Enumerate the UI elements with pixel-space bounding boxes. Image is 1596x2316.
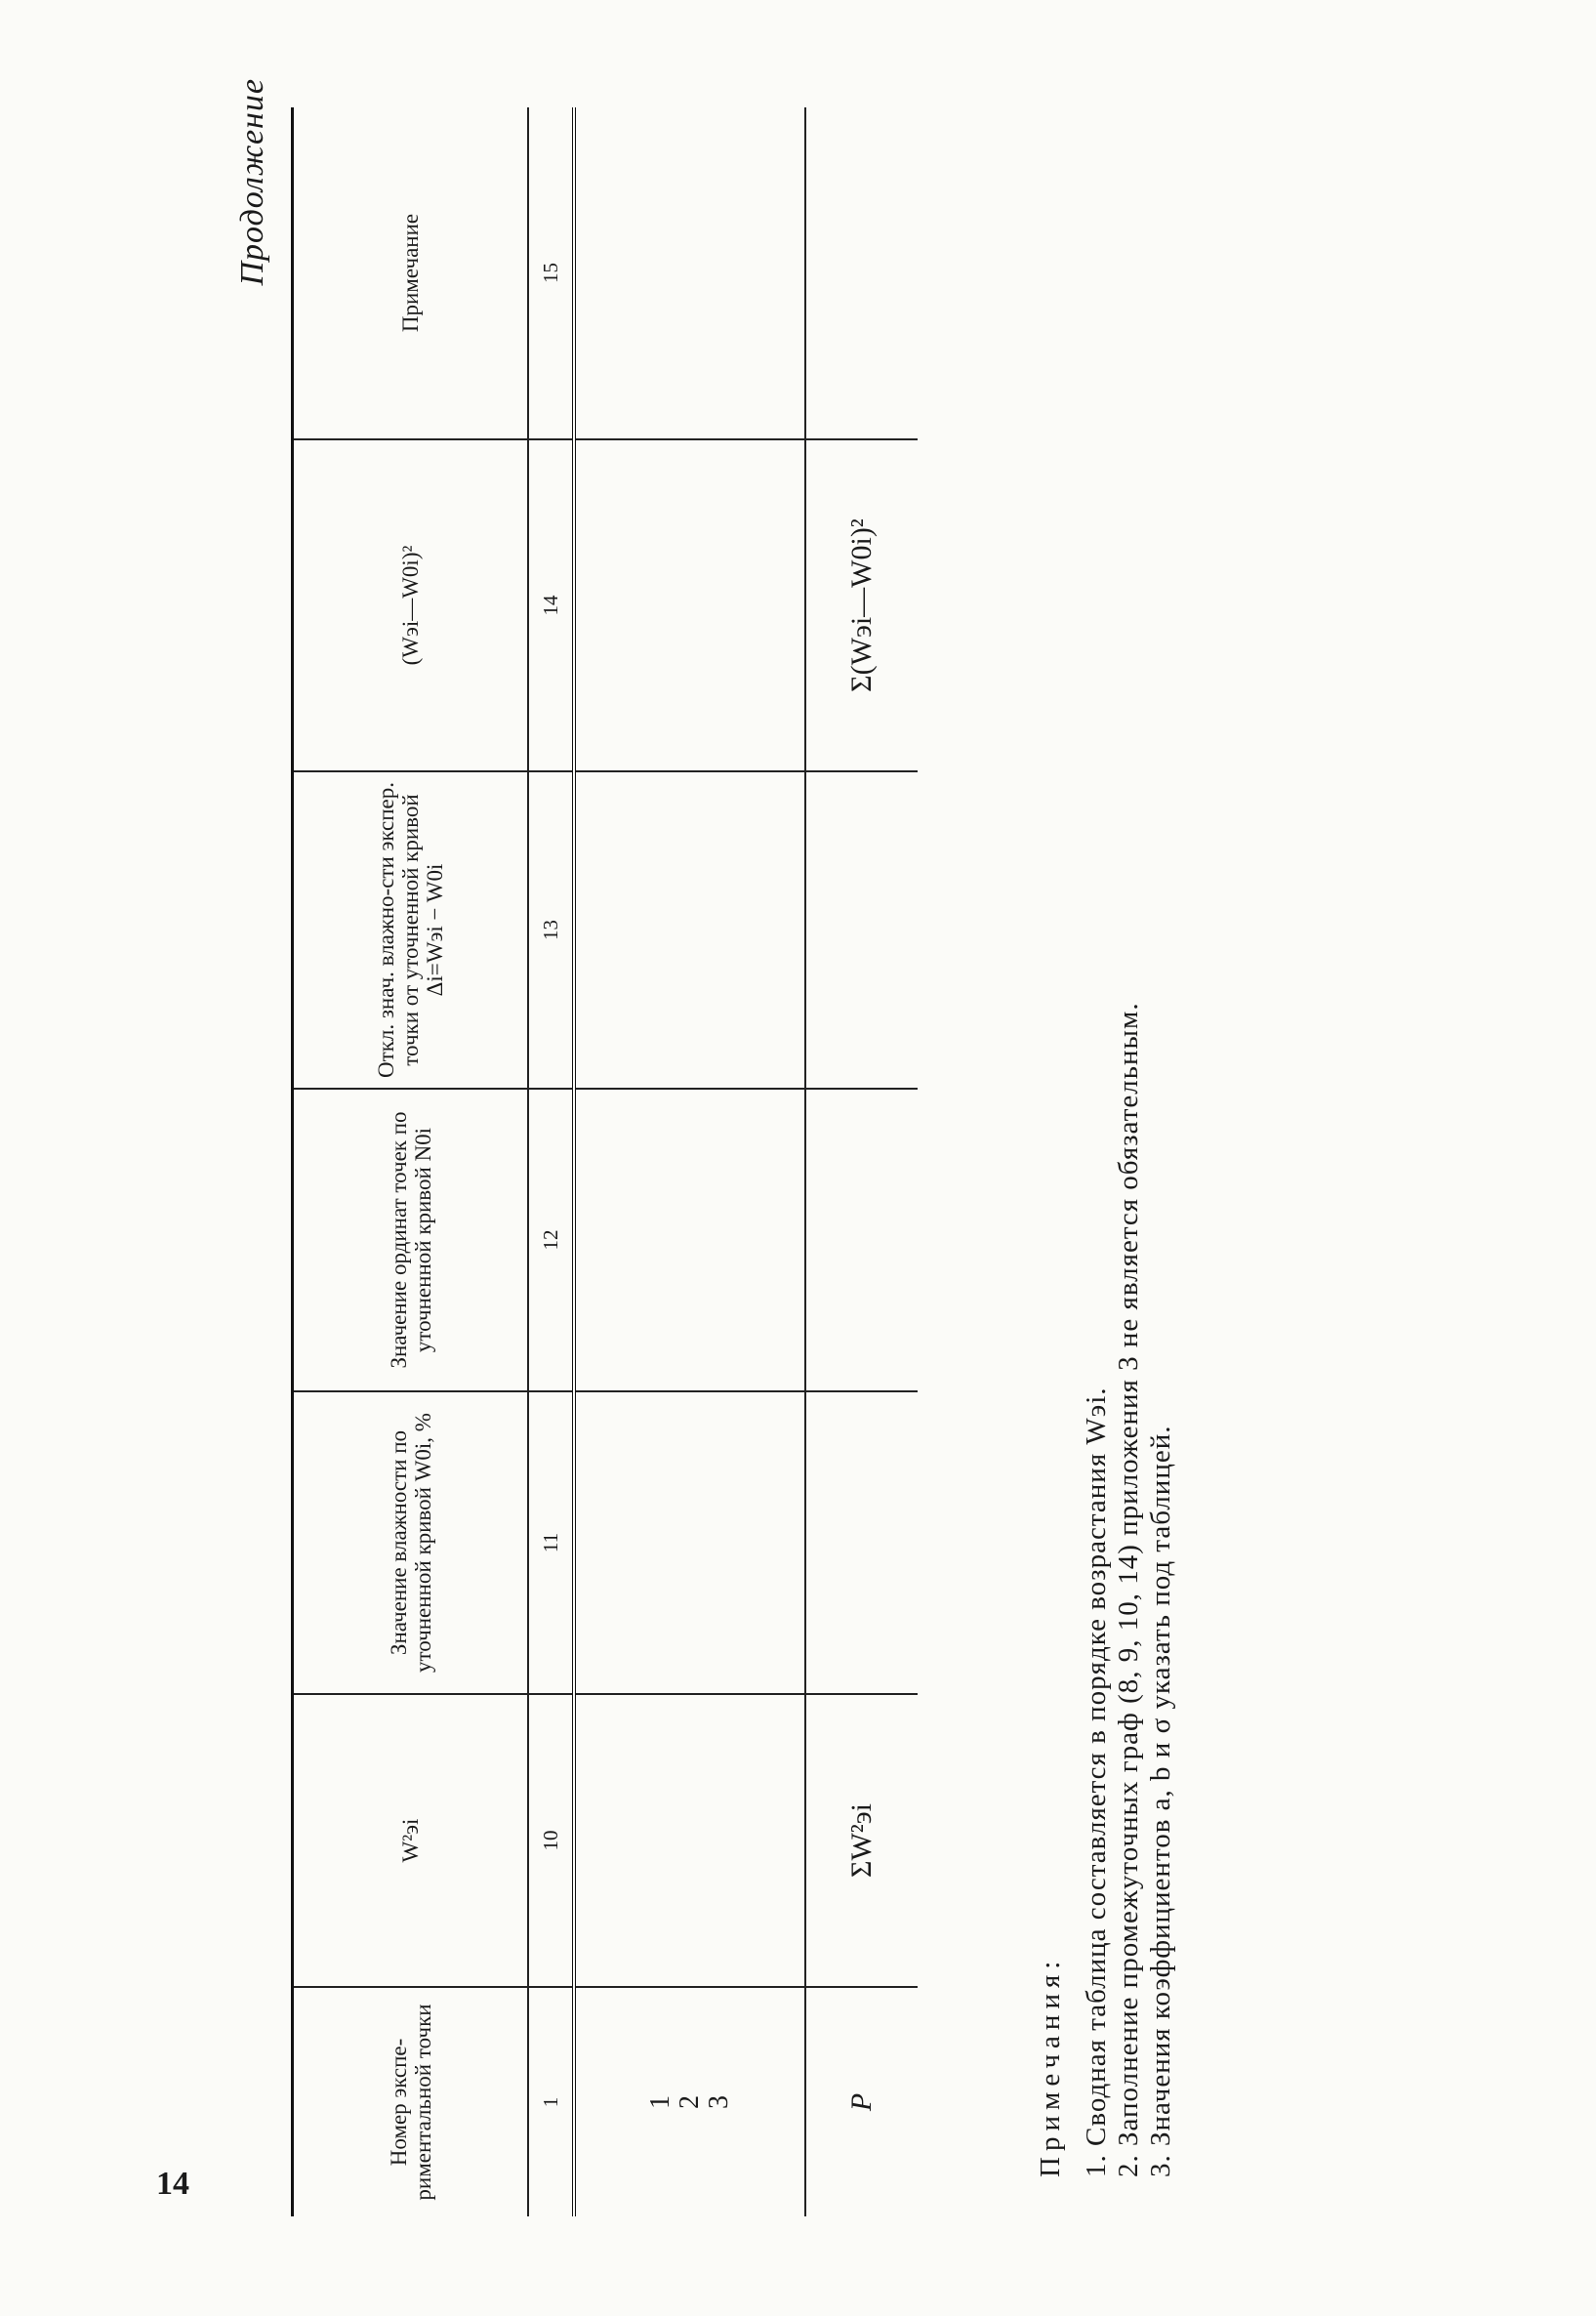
empty-cell bbox=[574, 1089, 805, 1391]
column-number: 14 bbox=[528, 439, 574, 771]
rotated-table-block bbox=[234, 68, 1572, 2216]
sum-squared-deviation: Σ(Wэi—W0i)² bbox=[805, 439, 918, 771]
row-label: 2 bbox=[675, 2095, 705, 2109]
notes-title: Примечания: bbox=[1035, 1955, 1066, 2177]
note-item: 3. Значения коэффициентов a, b и σ указать под таблицей. bbox=[1145, 1425, 1176, 2177]
empty-cell bbox=[574, 1391, 805, 1694]
header-w-squared: W²эi bbox=[293, 1694, 529, 1987]
header-deviation: Откл. знач. влажно-сти экспер. точки от уточненной кривой Δi=Wэi − W0i bbox=[293, 771, 529, 1089]
notes-section bbox=[1035, 107, 1177, 2177]
row-label: 3 bbox=[704, 2095, 734, 2109]
sum-row bbox=[805, 107, 918, 2216]
empty-cell bbox=[805, 107, 918, 439]
continuation-label: Продолжение bbox=[234, 78, 270, 286]
empty-cell bbox=[574, 1694, 805, 1987]
column-number: 12 bbox=[528, 1089, 574, 1391]
column-number: 13 bbox=[528, 771, 574, 1089]
header-row bbox=[293, 107, 529, 2216]
note-item: 1. Сводная таблица составляется в порядке возрастания Wэi. bbox=[1081, 1386, 1112, 2177]
header-remark: Примечание bbox=[293, 107, 529, 439]
column-number: 11 bbox=[528, 1391, 574, 1694]
column-number: 1 bbox=[528, 1987, 574, 2216]
empty-cell bbox=[574, 439, 805, 771]
sum-label-text: P bbox=[845, 2092, 878, 2112]
empty-cell bbox=[805, 1391, 918, 1694]
column-number: 10 bbox=[528, 1694, 574, 1987]
empty-cell bbox=[574, 107, 805, 439]
empty-cell bbox=[805, 771, 918, 1089]
table-row bbox=[574, 107, 805, 2216]
note-item: 2. Заполнение промежуточных граф (8, 9, 10, 14) приложения 3 не является обязательным. bbox=[1113, 1002, 1144, 2177]
header-refined-ordinate: Значение ординат точек по уточненной кривой N0i bbox=[293, 1089, 529, 1391]
column-number: 15 bbox=[528, 107, 574, 439]
data-table bbox=[291, 107, 918, 2216]
row-label: 1 bbox=[645, 2095, 675, 2109]
header-squared-deviation: (Wэi—W0i)² bbox=[293, 439, 529, 771]
empty-cell bbox=[574, 771, 805, 1089]
page-number: 14 bbox=[156, 2166, 189, 2202]
sum-label bbox=[805, 1987, 918, 2216]
header-point-number: Номер экспе-риментальной точки bbox=[293, 1987, 529, 2216]
sum-w-squared: ΣW²эi bbox=[805, 1694, 918, 1987]
column-number-row bbox=[528, 107, 574, 2216]
header-refined-moisture: Значение влажности по уточненной кривой W0i, % bbox=[293, 1391, 529, 1694]
empty-cell bbox=[805, 1089, 918, 1391]
row-labels bbox=[574, 1987, 805, 2216]
